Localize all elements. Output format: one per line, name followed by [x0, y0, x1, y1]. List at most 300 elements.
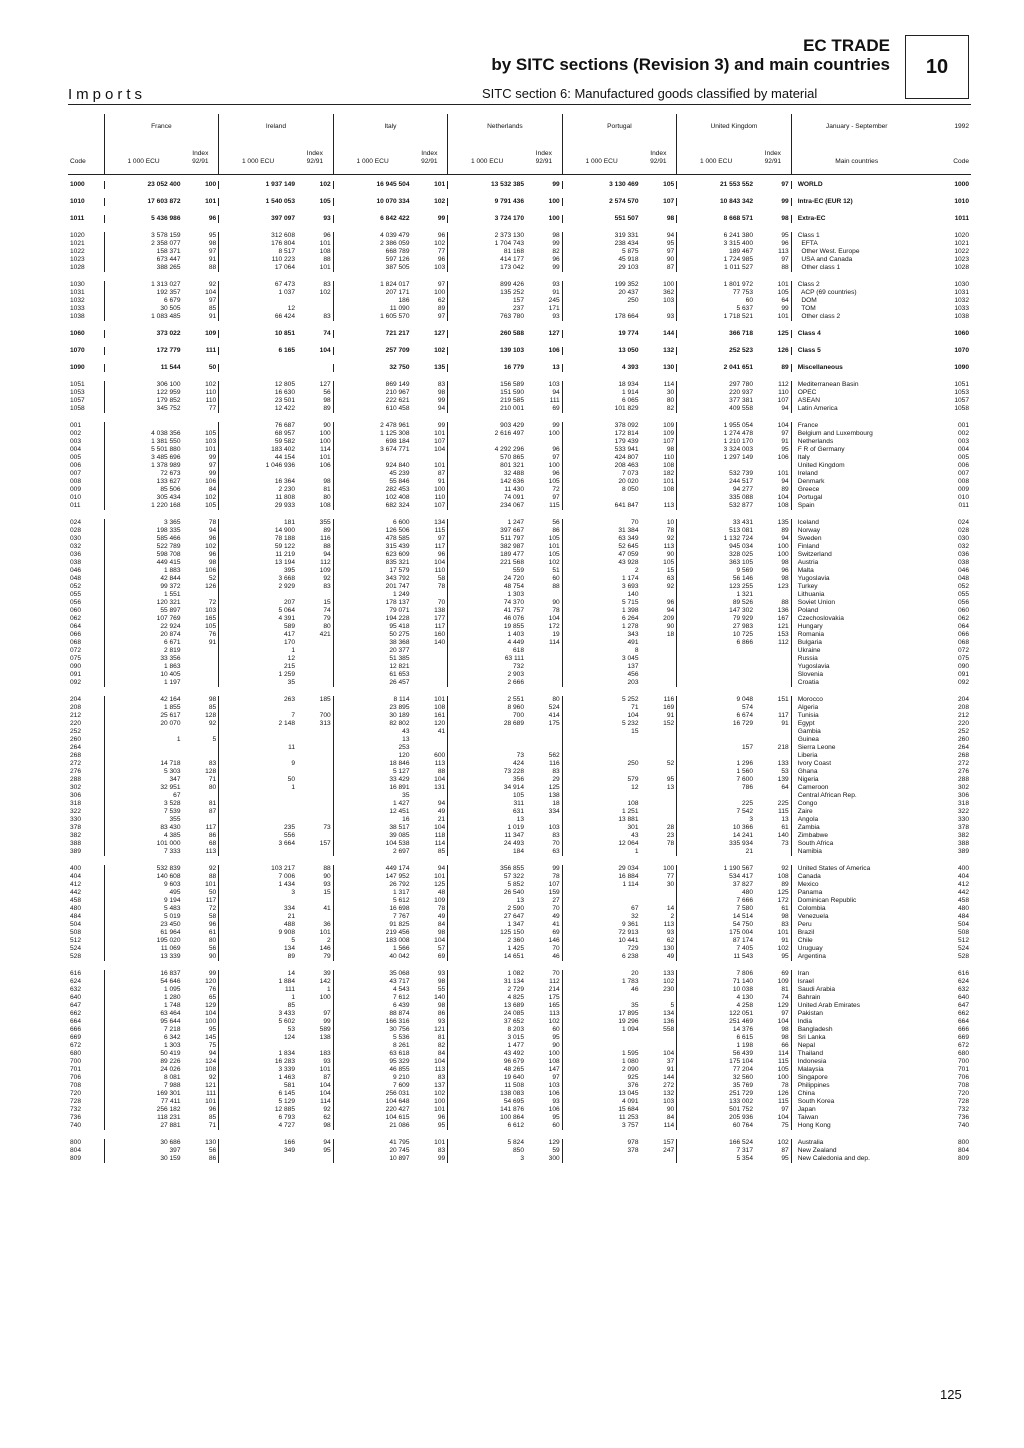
index-value: 146	[319, 945, 331, 952]
table-row	[68, 289, 971, 297]
row-code: 090	[957, 663, 969, 670]
row-code: 268	[70, 752, 82, 759]
row-code: 330	[70, 816, 82, 823]
country-name: Slovenia	[791, 671, 922, 679]
index-value: 137	[434, 1082, 446, 1089]
index-value	[641, 897, 677, 905]
index-value: 74	[323, 607, 331, 614]
index-value: 100	[548, 215, 560, 222]
ecu-value: 551 507	[562, 215, 640, 223]
index-value: 94	[323, 551, 331, 558]
table-row	[68, 671, 971, 679]
country-name: Portugal	[791, 494, 922, 502]
index-value: 117	[434, 623, 446, 630]
row-code: 204	[957, 696, 969, 703]
index-value: 129	[777, 1002, 789, 1009]
index-value	[641, 671, 677, 679]
ecu-value: 1 317	[333, 889, 411, 897]
index-value: 13	[552, 364, 560, 371]
title-line-1: EC TRADE	[803, 36, 890, 55]
index-value	[297, 728, 333, 736]
index-value: 114	[663, 381, 675, 388]
ecu-value: 6 238	[562, 953, 640, 961]
ecu-value	[562, 1155, 640, 1163]
index-value: 121	[205, 1082, 217, 1089]
index-value: 95	[781, 232, 789, 239]
row-code: 720	[70, 1090, 82, 1097]
ecu-value: 6 342	[104, 1034, 182, 1042]
row-code: 458	[957, 897, 969, 904]
ecu-value: 1 019	[448, 824, 526, 832]
index-value	[183, 728, 219, 736]
table-row	[68, 1042, 971, 1050]
index-value: 100	[548, 198, 560, 205]
table-row	[68, 330, 971, 338]
ecu-value: 3 485 696	[104, 454, 182, 462]
index-value: 15	[323, 889, 331, 896]
index-value: 100	[319, 430, 331, 437]
index-value: 97	[666, 248, 675, 255]
index-value: 94	[781, 405, 789, 412]
index-value: 104	[434, 937, 446, 944]
country-name: Angola	[791, 816, 922, 824]
index-value	[641, 591, 677, 599]
index-value: 94	[208, 527, 217, 534]
index-value	[526, 647, 562, 655]
index-value: 125	[777, 330, 789, 337]
index-value: 96	[208, 215, 217, 222]
row-code: 1030	[954, 281, 969, 288]
table-row	[68, 768, 971, 776]
index-value: 68	[208, 840, 217, 847]
ecu-value: 9 210	[333, 1074, 411, 1082]
index-value: 102	[548, 1018, 560, 1025]
ecu-value: 924 840	[333, 462, 411, 470]
index-value: 113	[778, 248, 789, 255]
table-row	[68, 889, 971, 897]
ecu-value	[219, 897, 297, 905]
ecu-value: 8 960	[448, 704, 526, 712]
index-value: 107	[663, 198, 675, 205]
index-value: 56	[323, 389, 331, 396]
ecu-value: 67	[104, 792, 182, 800]
ecu-value: 5 252	[562, 696, 640, 704]
index-value: 94	[781, 478, 789, 485]
row-code: 288	[70, 776, 82, 783]
index-value: 558	[663, 1026, 675, 1033]
index-value: 90	[666, 256, 675, 263]
index-value: 71	[208, 776, 217, 783]
index-value: 62	[437, 297, 446, 304]
ecu-value: 1 540 053	[219, 198, 297, 206]
table-row	[68, 945, 971, 953]
index-value: 133	[777, 760, 789, 767]
ecu-value: 1 046 936	[219, 462, 297, 470]
ecu-value: 11 808	[219, 494, 297, 502]
index-value: 165	[205, 615, 217, 622]
index-value: 107	[777, 397, 789, 404]
index-value: 98	[781, 575, 789, 582]
index-value: 104	[434, 824, 446, 831]
ecu-value: 18 846	[333, 760, 411, 768]
index-value: 159	[548, 889, 560, 896]
index-value: 421	[319, 631, 331, 638]
row-code: 010	[957, 494, 969, 501]
col-code: Code	[68, 140, 104, 175]
ecu-value: 3 757	[562, 1122, 640, 1130]
index-value	[526, 679, 562, 687]
row-code: 1057	[70, 397, 85, 404]
row-code: 708	[957, 1082, 969, 1089]
row-code: 1021	[70, 240, 85, 247]
row-code: 512	[70, 937, 82, 944]
ecu-value: 306 100	[104, 381, 182, 389]
index-value: 92	[208, 720, 217, 727]
index-value: 90	[552, 599, 560, 606]
row-code: 005	[70, 454, 82, 461]
ecu-value: 16 884	[562, 873, 640, 881]
ecu-value: 21 086	[333, 1122, 411, 1130]
index-value: 104	[434, 559, 446, 566]
row-code: 736	[70, 1114, 82, 1121]
index-value: 93	[552, 313, 560, 320]
row-code: 068	[70, 639, 82, 646]
row-code: 072	[70, 647, 82, 654]
index-value: 113	[663, 543, 675, 550]
index-value: 70	[552, 970, 560, 977]
index-value: 114	[434, 840, 446, 847]
ecu-value: 3 324 003	[677, 446, 755, 454]
row-code: 003	[70, 438, 82, 445]
row-code: 008	[957, 478, 969, 485]
index-value: 112	[778, 381, 789, 388]
index-value: 126	[777, 1090, 789, 1097]
index-value: 100	[777, 551, 789, 558]
ecu-value: 189 477	[448, 551, 526, 559]
ecu-value: 1 095	[104, 986, 182, 994]
ecu-value: 13 532 385	[448, 181, 526, 189]
table-row	[68, 704, 971, 712]
index-value: 98	[208, 696, 217, 703]
ecu-value: 1 937 149	[219, 181, 297, 189]
index-value: 49	[437, 808, 446, 815]
table-row	[68, 256, 971, 264]
ecu-value: 126 506	[333, 527, 411, 535]
ecu-value: 13	[333, 736, 411, 744]
ecu-value: 2 666	[448, 679, 526, 687]
ecu-value	[562, 494, 640, 502]
index-value: 109	[663, 422, 675, 429]
ecu-value: 67 473	[219, 281, 297, 289]
ecu-value: 7 609	[333, 1082, 411, 1090]
index-value: 99	[208, 970, 217, 977]
index-value: 83	[437, 1147, 446, 1154]
index-value: 272	[663, 1082, 675, 1089]
ecu-value: 8 050	[562, 486, 640, 494]
country-name: Zaire	[791, 808, 922, 816]
ecu-value: 414 177	[448, 256, 526, 264]
table-row	[68, 848, 971, 856]
table-row	[68, 865, 971, 873]
index-value: 99	[781, 305, 789, 312]
row-code: 036	[70, 551, 82, 558]
ecu-value	[677, 752, 755, 760]
ecu-value: 7	[219, 712, 297, 720]
index-value: 102	[319, 289, 331, 296]
ecu-value: 3	[677, 816, 755, 824]
ecu-value	[448, 736, 526, 744]
table-row	[68, 840, 971, 848]
ecu-value: 1 303	[448, 591, 526, 599]
ecu-value: 1 425	[448, 945, 526, 953]
ecu-value: 43 928	[562, 559, 640, 567]
index-value: 91	[781, 720, 789, 727]
index-value: 151	[777, 696, 789, 703]
index-value: 87	[208, 808, 217, 815]
index-value: 111	[549, 397, 560, 404]
ecu-value: 13 881	[562, 816, 640, 824]
table-row	[68, 728, 971, 736]
row-code: 378	[70, 824, 82, 831]
country-name: Class 2	[791, 281, 922, 289]
ecu-value: 2 041 651	[677, 364, 755, 372]
ecu-value	[219, 1155, 297, 1163]
ecu-value: 397 667	[448, 527, 526, 535]
index-value: 106	[548, 1106, 560, 1113]
row-code: 003	[957, 438, 969, 445]
index-value: 600	[434, 752, 446, 759]
ecu-value	[677, 679, 755, 687]
ecu-value: 2 148	[219, 720, 297, 728]
index-value: 95	[781, 1155, 789, 1162]
ecu-value: 3 365	[104, 519, 182, 527]
ecu-value: 1 011 527	[677, 264, 755, 272]
index-value: 138	[434, 607, 446, 614]
index-value: 80	[552, 696, 560, 703]
ecu-value: 52 645	[562, 543, 640, 551]
index-value: 103	[548, 381, 560, 388]
row-code: 640	[70, 994, 82, 1001]
col-index: Index 92/91	[755, 140, 791, 175]
ecu-value: 1	[104, 736, 182, 744]
table-row	[68, 502, 971, 510]
ecu-value: 194 228	[333, 615, 411, 623]
ecu-value: 173 042	[448, 264, 526, 272]
index-value: 99	[552, 264, 560, 271]
table-row	[68, 816, 971, 824]
ecu-value: 8	[562, 647, 640, 655]
index-value	[526, 671, 562, 679]
ecu-value: 7 317	[677, 1147, 755, 1155]
ecu-value: 366 718	[677, 330, 755, 338]
ecu-value: 3 339	[219, 1066, 297, 1074]
ecu-value: 6 264	[562, 615, 640, 623]
ecu-value: 43 492	[448, 1050, 526, 1058]
ecu-value: 166 524	[677, 1139, 755, 1147]
index-value: 88	[781, 599, 789, 606]
table-row	[68, 800, 971, 808]
country-italy: Italy	[333, 114, 448, 140]
table-row	[68, 347, 971, 355]
ecu-value: 46 855	[333, 1066, 411, 1074]
row-code: 302	[957, 784, 969, 791]
index-value: 96	[552, 470, 560, 477]
row-code: 006	[957, 462, 969, 469]
index-value: 27	[552, 897, 560, 904]
ecu-value: 157	[448, 297, 526, 305]
ecu-value: 1 801 972	[677, 281, 755, 289]
ecu-value: 59 122	[219, 543, 297, 551]
index-value: 103	[663, 1098, 675, 1105]
row-code: 024	[957, 519, 969, 526]
country-name: Central African Rep.	[791, 792, 922, 800]
ecu-value: 54 750	[677, 921, 755, 929]
ecu-value: 4 258	[677, 1002, 755, 1010]
ecu-value	[562, 305, 640, 313]
index-value: 100	[319, 994, 331, 1001]
ecu-value: 532 877	[677, 502, 755, 510]
ecu-value: 5 602	[219, 1018, 297, 1026]
ecu-value: 1	[219, 647, 297, 655]
country-name: EFTA	[791, 240, 922, 248]
table-row	[68, 1026, 971, 1034]
country-name: Sweden	[791, 535, 922, 543]
index-value: 138	[548, 792, 560, 799]
header-rule	[68, 104, 971, 105]
country-name: Israel	[791, 978, 922, 986]
country-france: France	[104, 114, 219, 140]
index-value: 95	[666, 776, 675, 783]
index-value: 104	[663, 1050, 675, 1057]
ecu-value: 335 934	[677, 840, 755, 848]
index-value: 100	[777, 543, 789, 550]
index-value: 98	[666, 215, 675, 222]
index-value: 96	[552, 446, 560, 453]
ecu-value: 20 020	[562, 478, 640, 486]
index-value: 97	[437, 313, 446, 320]
index-value: 116	[663, 696, 675, 703]
ecu-value: 356	[448, 776, 526, 784]
index-value: 97	[781, 430, 789, 437]
country-name: Other class 1	[791, 264, 922, 272]
table-row	[68, 446, 971, 454]
ecu-value: 8 114	[333, 696, 411, 704]
table-row	[68, 808, 971, 816]
ecu-value: 198 335	[104, 527, 182, 535]
index-value: 152	[663, 720, 675, 727]
row-code: 632	[70, 986, 82, 993]
table-row	[68, 1139, 971, 1147]
row-code: 1000	[954, 181, 969, 188]
ecu-value: 68 957	[219, 430, 297, 438]
index-value: 114	[320, 1098, 331, 1105]
row-code: 732	[957, 1106, 969, 1113]
country-name: United Kingdom	[791, 462, 922, 470]
index-value: 95	[208, 1026, 217, 1033]
ecu-value: 373 022	[104, 330, 182, 338]
ecu-value: 3 315 400	[677, 240, 755, 248]
row-code: 666	[70, 1026, 82, 1033]
index-value	[755, 792, 791, 800]
row-code: 378	[957, 824, 969, 831]
ecu-value: 79 071	[333, 607, 411, 615]
ecu-value: 388 265	[104, 264, 182, 272]
index-value: 157	[663, 1139, 675, 1146]
ecu-value: 219 456	[333, 929, 411, 937]
ecu-value: 31 384	[562, 527, 640, 535]
ecu-value: 1 883	[104, 567, 182, 575]
row-code: 809	[70, 1155, 82, 1162]
index-value	[297, 305, 333, 313]
row-code: 1038	[954, 313, 969, 320]
table-row	[68, 921, 971, 929]
row-code: 024	[70, 519, 82, 526]
ecu-value: 3	[448, 1155, 526, 1163]
index-value: 111	[206, 1090, 217, 1097]
index-value: 18	[552, 800, 560, 807]
index-value: 175	[548, 994, 560, 1001]
ecu-value: 38 368	[333, 639, 411, 647]
index-value	[297, 679, 333, 687]
ecu-value: 5 436 986	[104, 215, 182, 223]
country-name: Yugoslavia	[791, 575, 922, 583]
index-value: 153	[777, 631, 789, 638]
index-value: 41	[437, 728, 446, 735]
index-value: 117	[205, 824, 217, 831]
ecu-value: 556	[219, 832, 297, 840]
ecu-value: 8 668 571	[677, 215, 755, 223]
index-value: 36	[323, 921, 331, 928]
index-value: 92	[666, 535, 675, 542]
index-value: 59	[552, 1147, 560, 1154]
ecu-value: 2 551	[448, 696, 526, 704]
ecu-value: 4 039 479	[333, 232, 411, 240]
index-value: 97	[552, 1074, 560, 1081]
index-value: 114	[778, 1050, 789, 1057]
index-value: 76	[208, 631, 217, 638]
ecu-value: 158 371	[104, 248, 182, 256]
table-row	[68, 986, 971, 994]
row-code: 528	[957, 953, 969, 960]
ecu-value: 95 329	[333, 1058, 411, 1066]
ecu-value: 335 088	[677, 494, 755, 502]
index-value: 39	[323, 970, 331, 977]
ecu-value	[219, 704, 297, 712]
row-code: 306	[957, 792, 969, 799]
index-value: 84	[437, 921, 446, 928]
ecu-value: 47 059	[562, 551, 640, 559]
ecu-value: 53	[219, 1026, 297, 1034]
ecu-value: 215	[219, 663, 297, 671]
index-value	[183, 655, 219, 663]
index-value: 97	[781, 1010, 789, 1017]
country-name: TOM	[791, 305, 922, 313]
ecu-value: 257 709	[333, 347, 411, 355]
index-value: 78	[437, 583, 446, 590]
country-name: Austria	[791, 559, 922, 567]
ecu-value: 319 331	[562, 232, 640, 240]
row-code: 1070	[70, 347, 85, 354]
row-code: 1030	[70, 281, 85, 288]
index-value: 61	[781, 824, 789, 831]
row-code: 318	[70, 800, 82, 807]
country-name: Bangladesh	[791, 1026, 922, 1034]
ecu-value: 138 083	[448, 1090, 526, 1098]
ecu-value: 25 617	[104, 712, 182, 720]
row-code: 809	[957, 1155, 969, 1162]
ecu-value: 7 580	[677, 905, 755, 913]
index-value: 185	[319, 696, 331, 703]
